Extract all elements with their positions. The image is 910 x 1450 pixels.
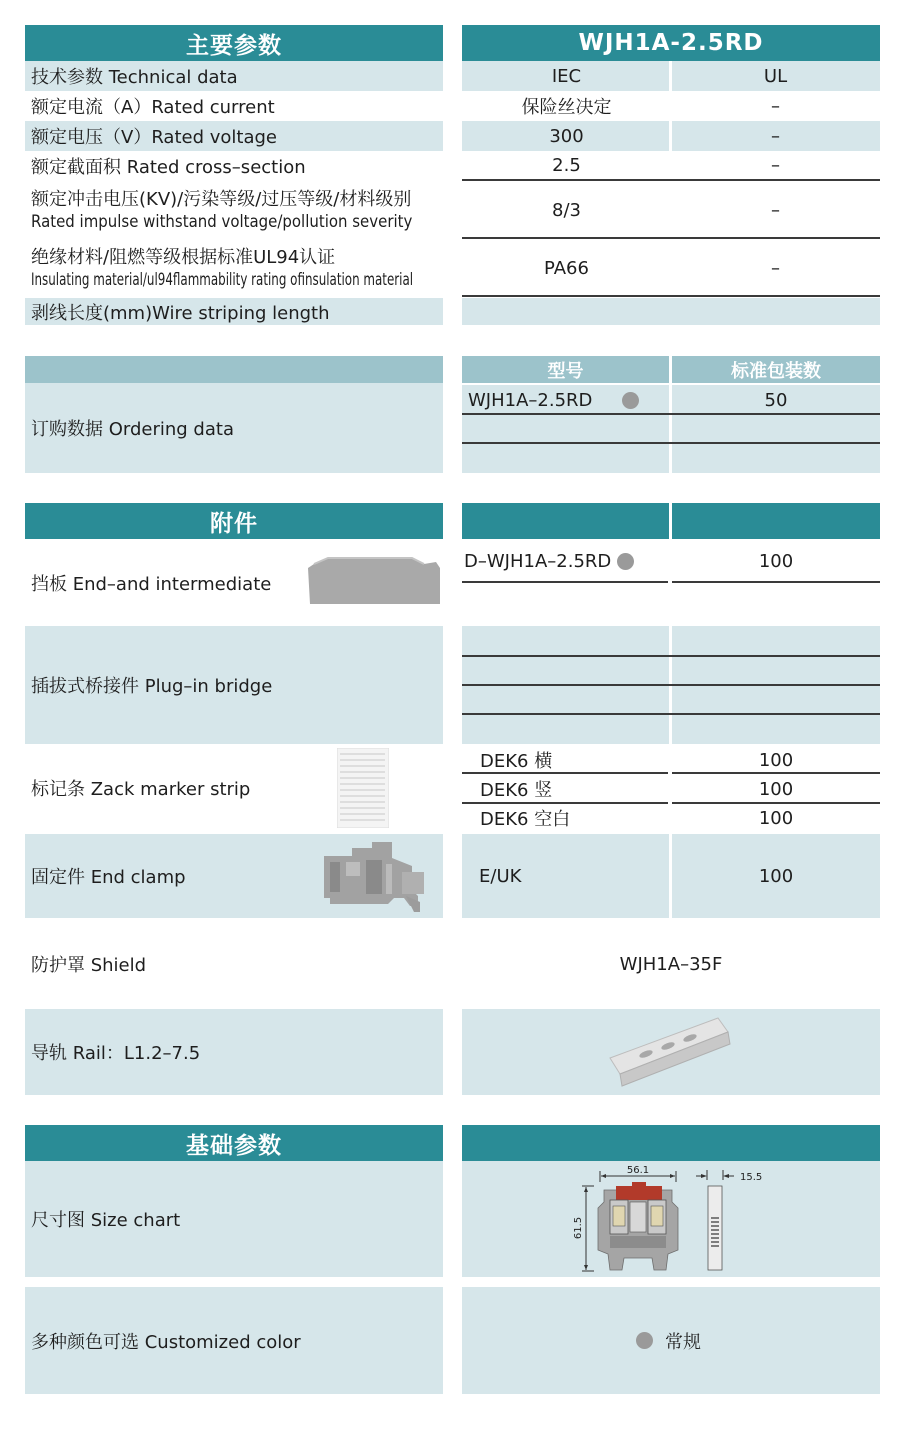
ordering-header-left <box>25 356 443 383</box>
impulse-voltage-label-en: Rated impulse withstand voltage/pollution severity <box>31 211 413 232</box>
rail-label: 导轨 Rail：L1.2–7.5 <box>31 1043 201 1064</box>
marker-qty-2: 100 <box>758 778 794 800</box>
marker-model-3: DEK6 空白 <box>480 809 571 830</box>
marker-strip-label: 标记条 Zack marker strip <box>31 779 251 800</box>
impulse-voltage-iec: 8/3 <box>552 200 581 221</box>
impulse-voltage-ul: – <box>771 200 780 221</box>
insulating-material-iec: PA66 <box>544 258 589 279</box>
marker-model-1: DEK6 横 <box>480 751 553 772</box>
end-clamp-qty: 100 <box>758 865 794 887</box>
impulse-voltage-label <box>25 183 455 238</box>
technical-data-label: 技术参数 Technical data <box>31 67 238 88</box>
marker-qty-1: 100 <box>758 749 794 771</box>
rated-current-iec: 保险丝决定 <box>521 97 612 118</box>
end-plate-model-text: D–WJH1A–2.5RD <box>464 550 612 572</box>
gray-color-dot-icon <box>622 392 639 409</box>
shield-label: 防护罩 Shield <box>31 955 147 976</box>
end-clamp-model: E/UK <box>479 865 522 887</box>
row-divider <box>462 237 880 239</box>
accessories-header-qty <box>672 503 880 539</box>
row-divider <box>672 581 880 583</box>
insulating-material-label <box>25 241 455 296</box>
accessories-header: 附件 <box>25 503 443 539</box>
iec-header: IEC <box>551 65 582 87</box>
row-divider <box>462 581 668 583</box>
gray-color-dot-icon <box>636 1332 653 1349</box>
width-dimension-label: 56.1 <box>626 1165 650 1176</box>
basic-params-header: 基础参数 <box>25 1125 443 1161</box>
insulating-material-ul: – <box>771 258 780 279</box>
end-plate-image <box>306 556 442 608</box>
row-divider <box>462 684 880 686</box>
cross-section-ul: – <box>771 155 780 176</box>
plug-bridge-label: 插拔式桥接件 Plug–in bridge <box>31 676 273 697</box>
row-divider <box>462 655 880 657</box>
gray-color-dot-icon <box>617 553 634 570</box>
ordering-qty: 50 <box>764 389 788 411</box>
row-band <box>462 298 880 325</box>
rated-voltage-iec: 300 <box>549 125 584 147</box>
package-qty-column-header: 标准包装数 <box>672 356 880 383</box>
insulating-material-label-en: Insulating material/ul94flammability rating ofinsulation material <box>31 269 414 290</box>
marker-qty-3: 100 <box>758 807 794 829</box>
end-plate-label: 挡板 End–and intermediate <box>31 574 272 595</box>
main-params-header: 主要参数 <box>25 25 443 61</box>
shield-model: WJH1A–35F <box>619 953 723 975</box>
row-divider <box>462 413 880 415</box>
end-clamp-label: 固定件 End clamp <box>31 867 186 888</box>
wire-striping-label: 剥线长度(mm)Wire striping length <box>31 302 330 324</box>
rated-current-label: 额定电流（A）Rated current <box>31 97 275 118</box>
customized-color-label: 多种颜色可选 Customized color <box>31 1331 301 1353</box>
rated-current-ul: – <box>771 95 780 117</box>
cross-section-label: 额定截面积 Rated cross–section <box>31 156 306 178</box>
size-chart-label: 尺寸图 Size chart <box>31 1210 181 1231</box>
ordering-model-text: WJH1A–2.5RD <box>468 389 593 411</box>
model-column-header: 型号 <box>462 356 669 383</box>
rated-voltage-label: 额定电压（V）Rated voltage <box>31 127 277 148</box>
ordering-model <box>462 386 669 414</box>
row-divider <box>462 295 880 297</box>
row-divider <box>462 442 880 444</box>
basic-params-header-right <box>462 1125 880 1161</box>
marker-strip-image <box>337 748 389 828</box>
row-divider <box>462 179 880 181</box>
row-divider <box>462 713 880 715</box>
depth-dimension-label: 15.5 <box>740 1172 763 1183</box>
rated-voltage-ul: – <box>771 125 780 147</box>
row-divider <box>462 772 668 774</box>
height-dimension-label: 61.5 <box>573 1216 584 1240</box>
color-option <box>636 1287 836 1394</box>
end-clamp-image <box>322 840 442 914</box>
color-option-name: 常规 <box>665 1331 701 1353</box>
end-plate-model <box>462 546 671 576</box>
model-header: WJH1A-2.5RD <box>462 25 880 61</box>
impulse-voltage-label-cn: 额定冲击电压(KV)/污染等级/过压等级/材料级别 <box>31 188 412 210</box>
end-plate-qty: 100 <box>758 550 794 572</box>
size-chart-drawing <box>570 1162 780 1276</box>
din-rail-image <box>606 1014 732 1088</box>
row-divider <box>672 772 880 774</box>
insulating-material-label-cn: 绝缘材料/阻燃等级根据标准UL94认证 <box>31 246 336 268</box>
accessories-header-model <box>462 503 669 539</box>
cross-section-iec: 2.5 <box>552 155 581 176</box>
ul-header: UL <box>763 65 788 87</box>
marker-model-2: DEK6 竖 <box>480 780 553 801</box>
ordering-data-label: 订购数据 Ordering data <box>31 419 234 440</box>
